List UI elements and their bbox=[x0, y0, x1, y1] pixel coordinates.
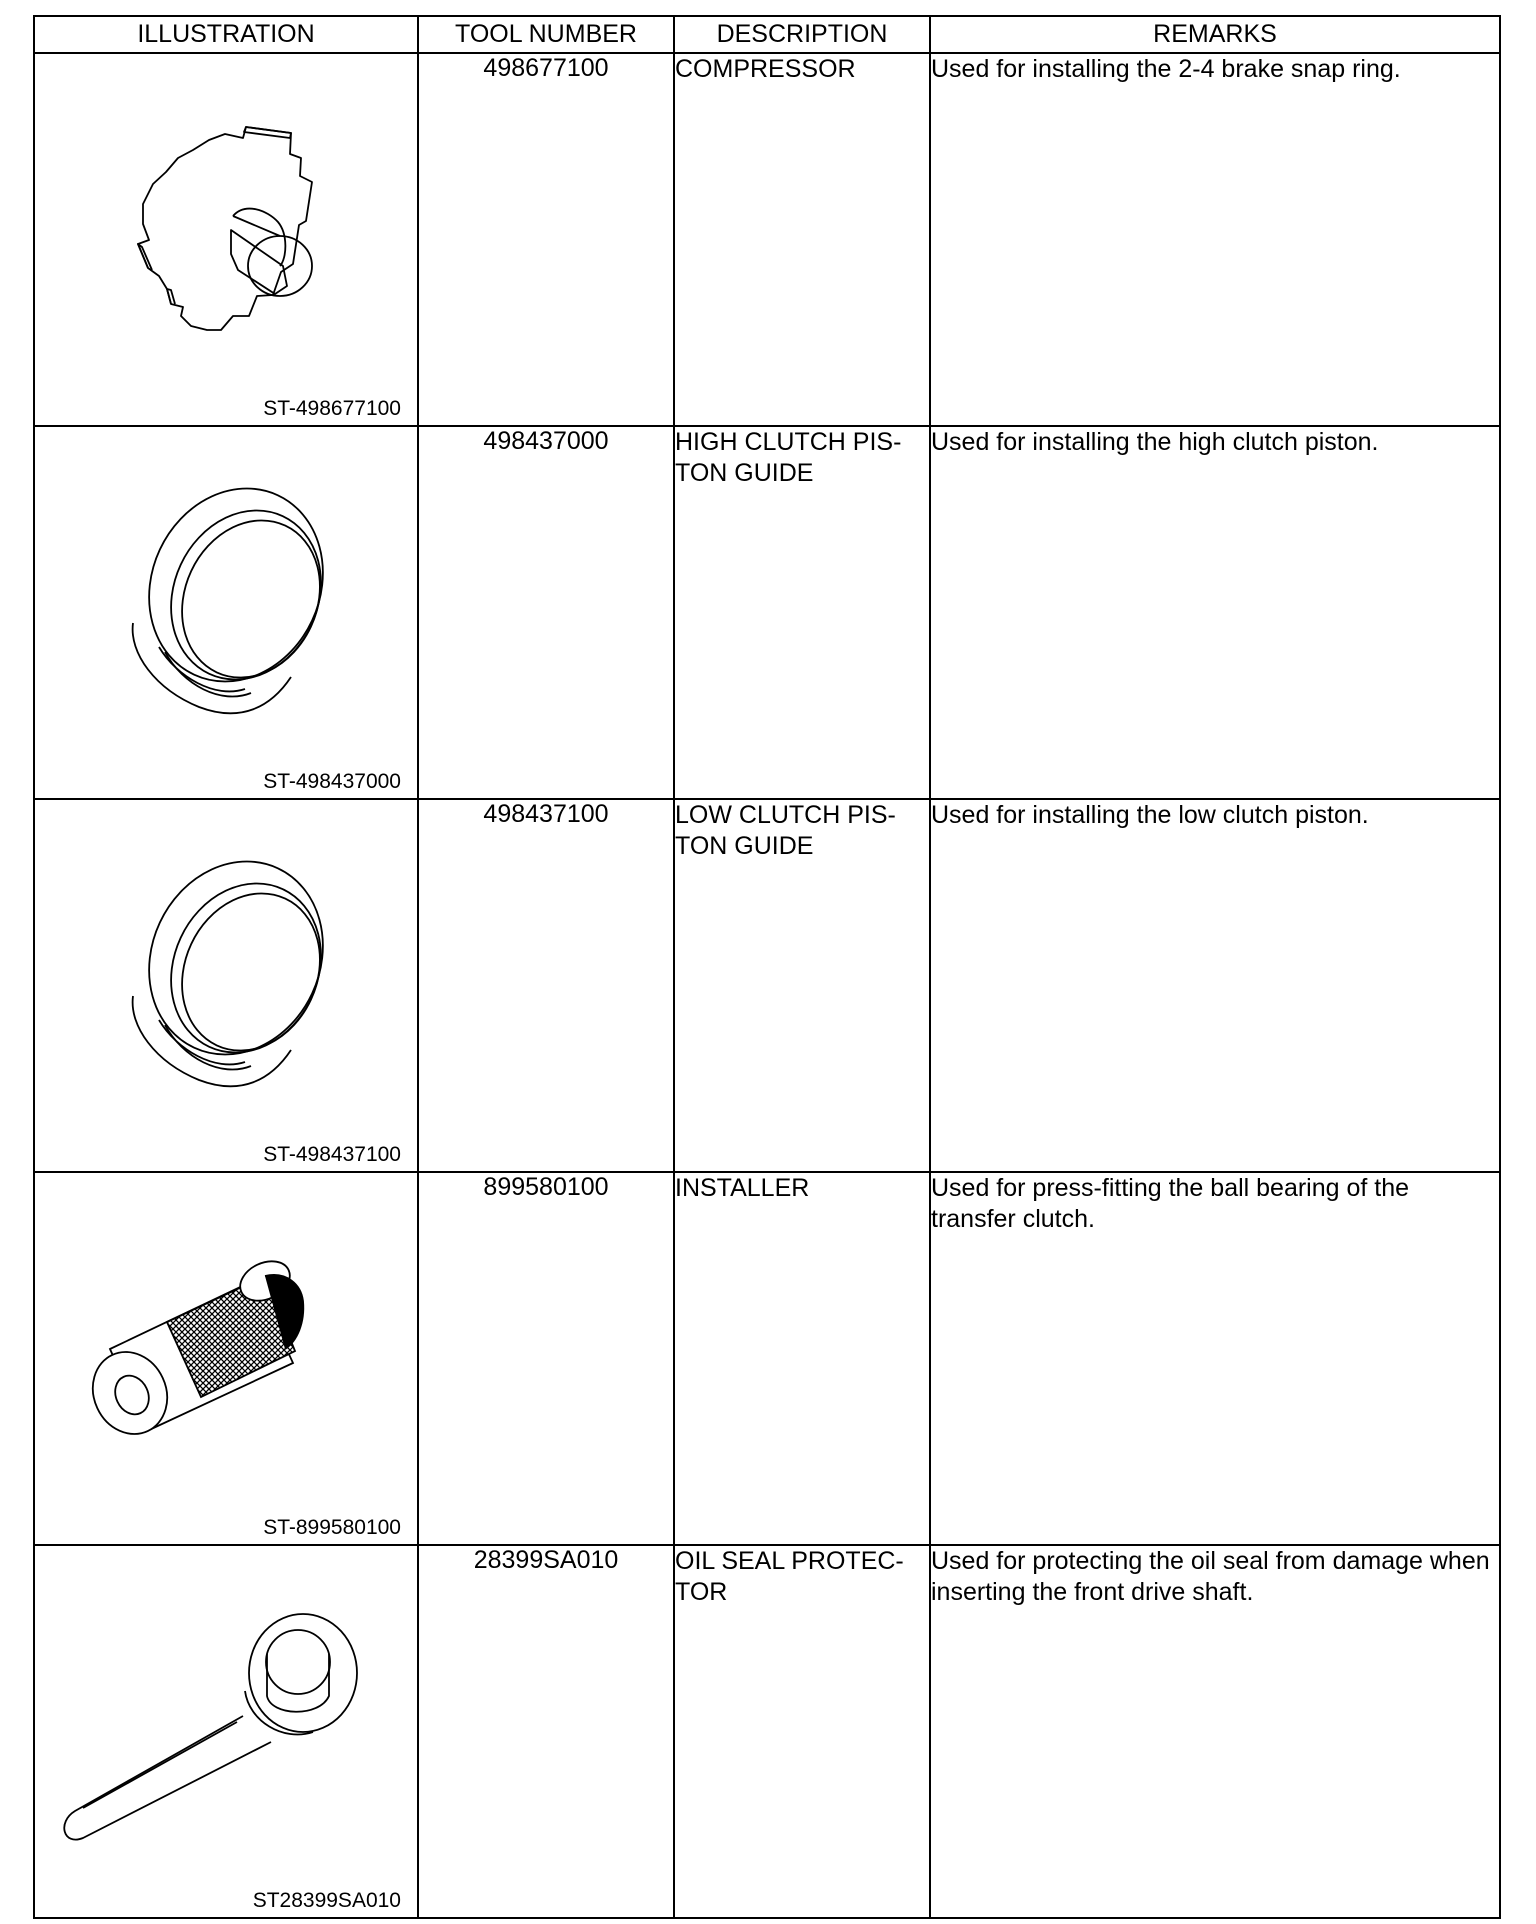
table-row bbox=[34, 53, 1500, 426]
table-header-row bbox=[34, 16, 1500, 53]
remarks: Used for protecting the oil seal from damage when inserting the front drive shaft. bbox=[930, 1545, 1500, 1918]
header-tool-number: TOOL NUMBER bbox=[418, 16, 674, 53]
description bbox=[674, 1545, 930, 1918]
description-line: TON GUIDE bbox=[675, 459, 814, 487]
illustration-code: ST-498437000 bbox=[263, 770, 401, 793]
description-line: INSTALLER bbox=[675, 1174, 810, 1202]
illustration-cell bbox=[34, 1172, 418, 1545]
installer-icon bbox=[35, 1173, 419, 1544]
remarks: Used for installing the high clutch piston. bbox=[930, 426, 1500, 799]
illustration-cell bbox=[34, 799, 418, 1172]
description bbox=[674, 799, 930, 1172]
table-row bbox=[34, 426, 1500, 799]
remarks: Used for installing the 2-4 brake snap ring. bbox=[930, 53, 1500, 426]
illustration-code: ST28399SA010 bbox=[252, 1889, 401, 1912]
header-remarks: REMARKS bbox=[930, 16, 1500, 53]
tool-number: 28399SA010 bbox=[418, 1545, 674, 1918]
description-line: TOR bbox=[675, 1578, 728, 1606]
illustration-code: ST-899580100 bbox=[263, 1516, 401, 1539]
oil-seal-protector-icon bbox=[35, 1546, 419, 1917]
description-line: OIL SEAL PROTEC- bbox=[675, 1547, 904, 1575]
header-description: DESCRIPTION bbox=[674, 16, 930, 53]
illustration-cell bbox=[34, 1545, 418, 1918]
piston-guide-icon bbox=[35, 800, 419, 1171]
illustration-code: ST-498677100 bbox=[263, 397, 401, 420]
tool-number: 498677100 bbox=[418, 53, 674, 426]
tool-number: 498437000 bbox=[418, 426, 674, 799]
compressor-icon bbox=[35, 54, 419, 425]
header-illustration: ILLUSTRATION bbox=[34, 16, 418, 53]
illustration-code: ST-498437100 bbox=[263, 1143, 401, 1166]
table-row bbox=[34, 799, 1500, 1172]
tool-number: 899580100 bbox=[418, 1172, 674, 1545]
description-line: COMPRESSOR bbox=[675, 55, 856, 83]
remarks: Used for press-fitting the ball bearing of the transfer clutch. bbox=[930, 1172, 1500, 1545]
description-line: LOW CLUTCH PIS- bbox=[675, 801, 896, 829]
remarks: Used for installing the low clutch piston. bbox=[930, 799, 1500, 1172]
piston-guide-icon bbox=[35, 427, 419, 798]
description bbox=[674, 53, 930, 426]
description-line: HIGH CLUTCH PIS- bbox=[675, 428, 902, 456]
description bbox=[674, 1172, 930, 1545]
table-row bbox=[34, 1545, 1500, 1918]
illustration-cell bbox=[34, 53, 418, 426]
special-tools-table bbox=[33, 15, 1501, 1919]
description bbox=[674, 426, 930, 799]
table-row bbox=[34, 1172, 1500, 1545]
description-line: TON GUIDE bbox=[675, 832, 814, 860]
illustration-cell bbox=[34, 426, 418, 799]
tool-number: 498437100 bbox=[418, 799, 674, 1172]
